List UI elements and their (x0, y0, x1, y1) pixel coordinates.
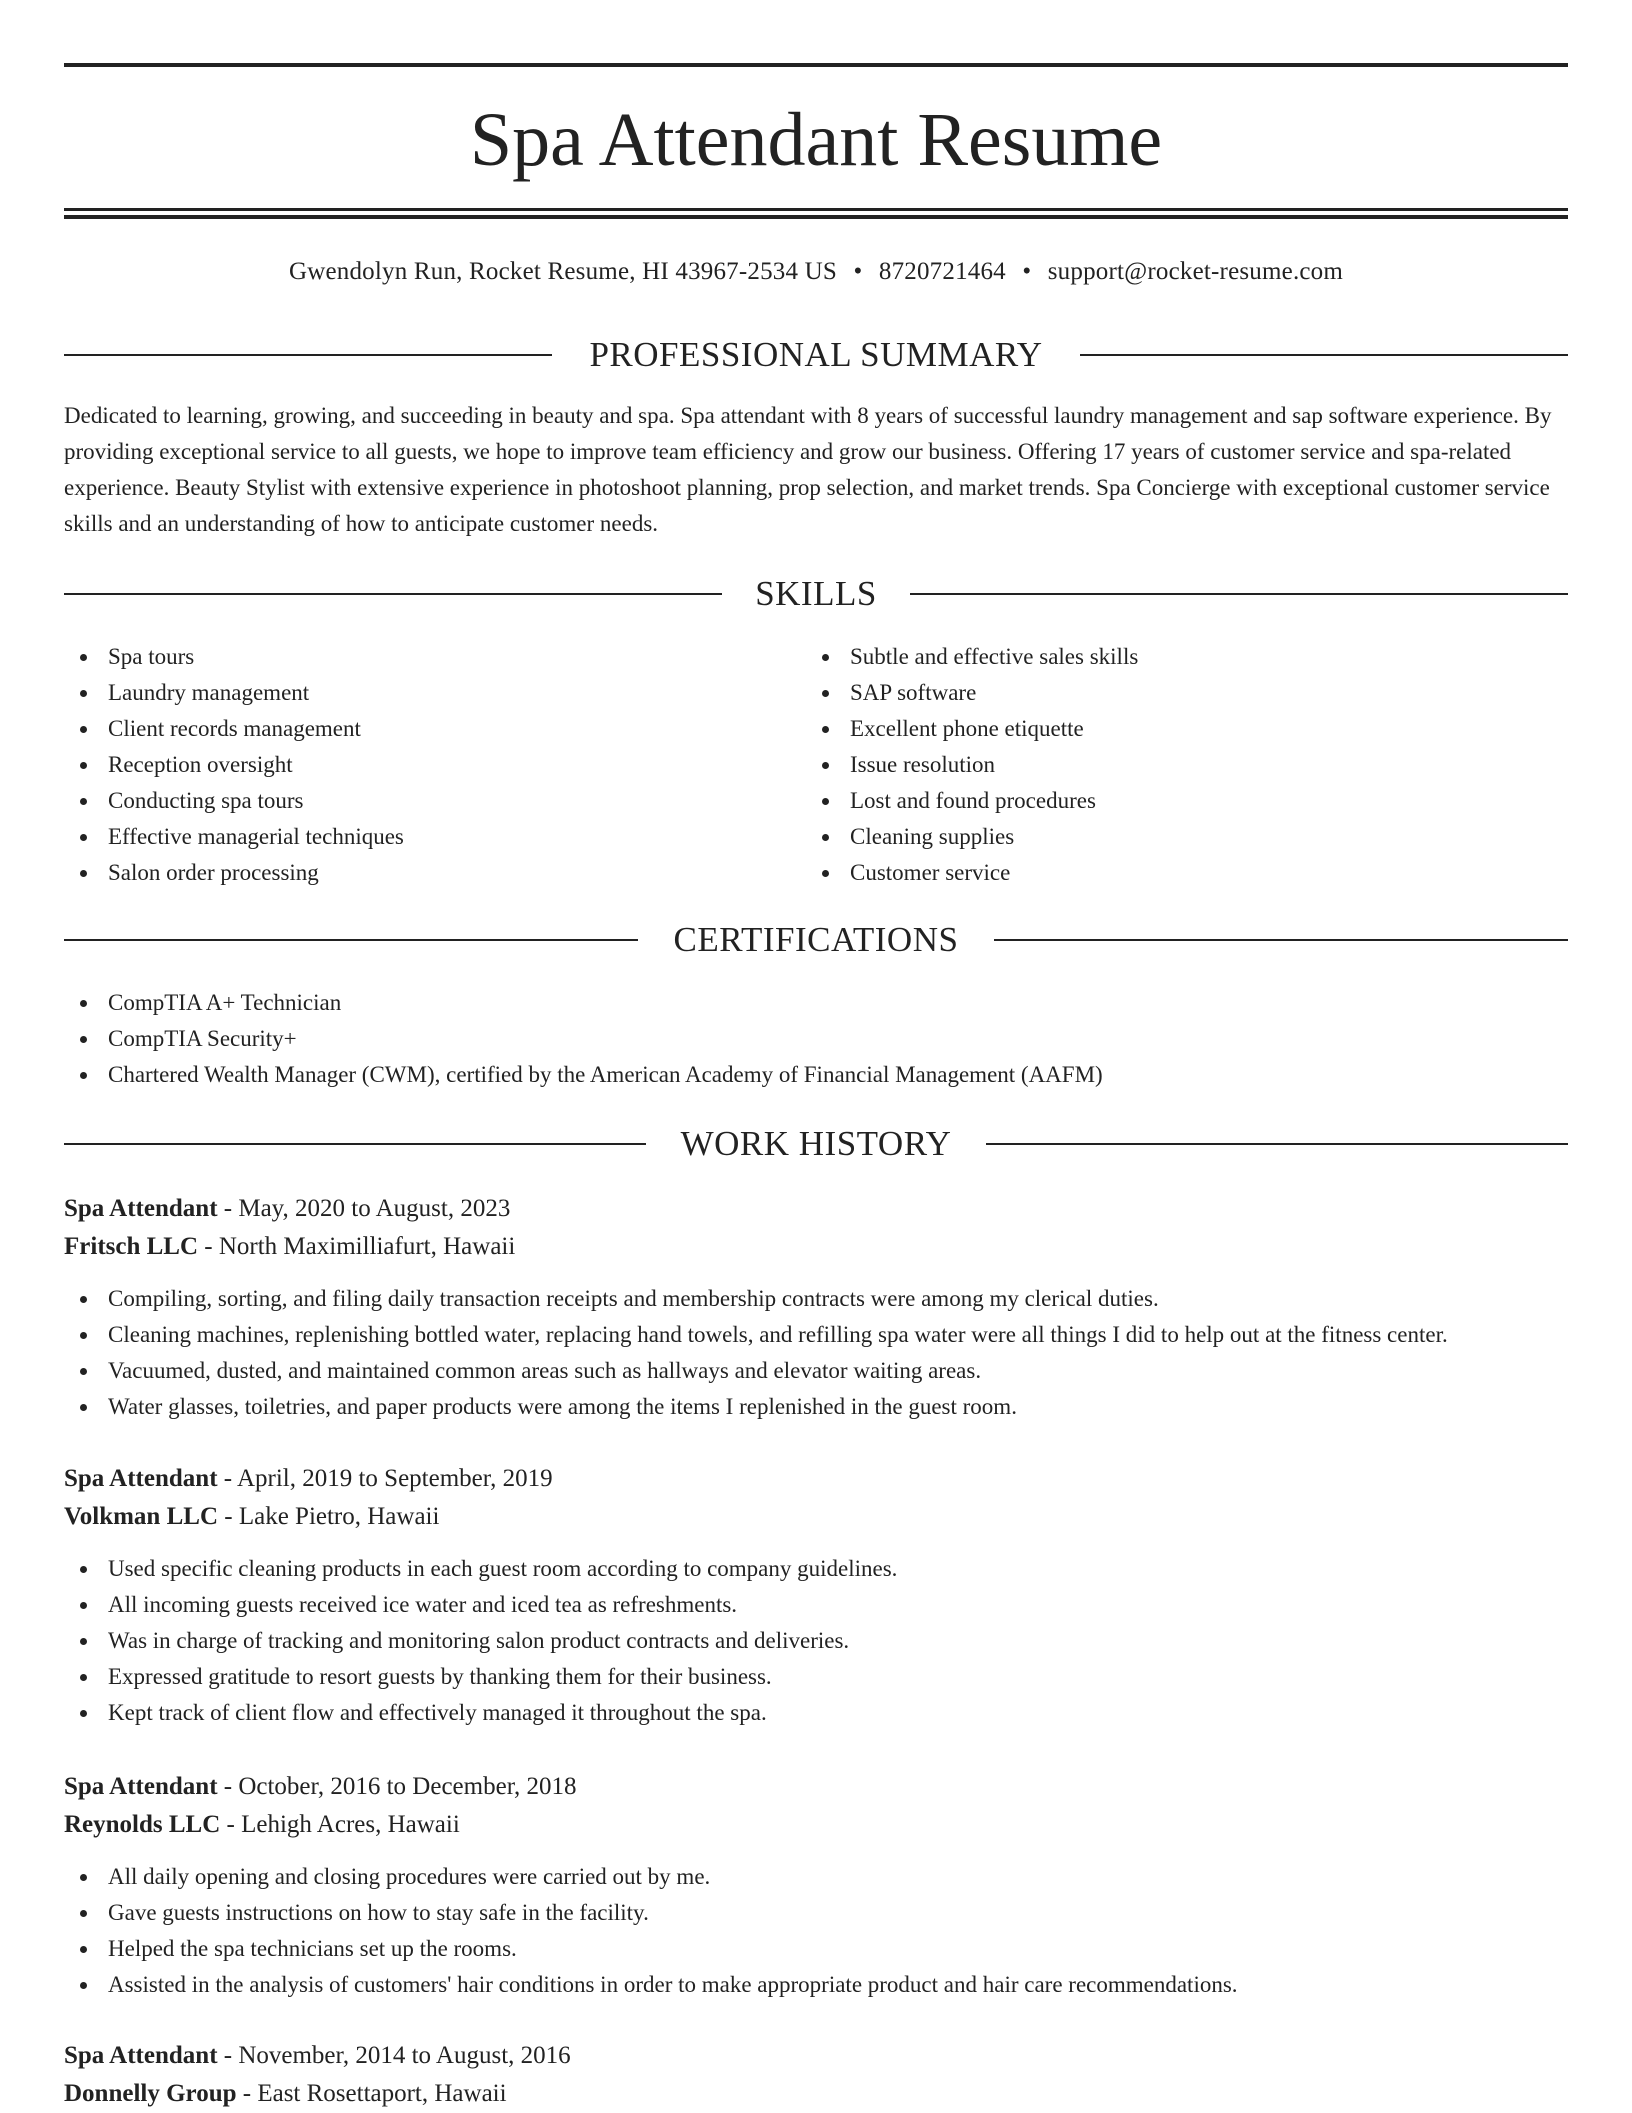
skill-item: Issue resolution (806, 747, 1566, 783)
job-entry (64, 1768, 1568, 2003)
skill-item: Customer service (806, 855, 1566, 891)
job-title-line (64, 1768, 1568, 1806)
heading-rule-right (994, 939, 1568, 941)
heading-rule-right (910, 593, 1568, 595)
skill-item: Subtle and effective sales skills (806, 639, 1566, 675)
job-location: - Lehigh Acres, Hawaii (220, 1811, 460, 1838)
skill-item: Excellent phone etiquette (806, 711, 1566, 747)
job-dates: - November, 2014 to August, 2016 (217, 2042, 571, 2069)
job-dates: - May, 2020 to August, 2023 (217, 1195, 511, 1222)
job-company: Volkman LLC (64, 1503, 218, 1530)
job-company: Reynolds LLC (64, 1811, 221, 1838)
job-title: Spa Attendant (64, 1195, 218, 1222)
job-duty-item: Cleaning machines, replenishing bottled water, replacing hand towels, and refilling spa water were all things I did to help out at the fitness center. (64, 1317, 1568, 1353)
contact-email: support@rocket-resume.com (1047, 258, 1344, 285)
section-heading-skills (64, 572, 1568, 616)
job-location: - East Rosettaport, Hawaii (236, 2080, 507, 2107)
job-company-line (64, 1498, 1568, 1536)
skill-item: Client records management (64, 711, 764, 747)
job-entry (64, 2037, 1568, 2113)
section-heading-summary (64, 333, 1568, 377)
contact-separator: • (853, 258, 863, 285)
title-rule-lower (64, 215, 1568, 219)
section-title-summary: PROFESSIONAL SUMMARY (589, 335, 1043, 374)
job-company: Donnelly Group (64, 2080, 237, 2107)
certifications-list (64, 985, 1568, 1093)
job-title-line (64, 2037, 1568, 2075)
job-dates: - October, 2016 to December, 2018 (217, 1773, 577, 1800)
skills-list-left (64, 639, 764, 891)
certification-item: Chartered Wealth Manager (CWM), certified by the American Academy of Financial Management (AAFM) (64, 1057, 1568, 1093)
skill-item: Spa tours (64, 639, 764, 675)
job-duty-item: Assisted in the analysis of customers' hair conditions in order to make appropriate product and hair care recommendations. (64, 1967, 1568, 2003)
job-company-line (64, 1806, 1568, 1844)
job-duty-item: Used specific cleaning products in each guest room according to company guidelines. (64, 1551, 1568, 1587)
job-company: Fritsch LLC (64, 1233, 199, 1260)
top-rule (64, 63, 1568, 67)
section-title-certifications: CERTIFICATIONS (673, 920, 959, 959)
contact-separator: • (1022, 258, 1032, 285)
job-duty-item: Compiling, sorting, and filing daily transaction receipts and membership contracts were among my clerical duties. (64, 1281, 1568, 1317)
contact-line (64, 255, 1568, 289)
section-heading-certifications (64, 918, 1568, 962)
skill-item: Cleaning supplies (806, 819, 1566, 855)
job-duties-list (64, 1859, 1568, 2003)
section-heading-work (64, 1122, 1568, 1166)
job-duty-item: All incoming guests received ice water and iced tea as refreshments. (64, 1587, 1568, 1623)
job-duty-item: Gave guests instructions on how to stay safe in the facility. (64, 1895, 1568, 1931)
job-duty-item: Expressed gratitude to resort guests by thanking them for their business. (64, 1659, 1568, 1695)
job-title-line (64, 1190, 1568, 1228)
summary-text: Dedicated to learning, growing, and succeeding in beauty and spa. Spa attendant with 8 years of successful laundry management and sap software experience. By providing exceptional service to all guests, we hope to improve team efficiency and grow our business. Offering 17 years of customer service and spa-related experience. Beauty Stylist with extensive experience in photoshoot planning, prop selection, and market trends. Spa Concierge with exceptional customer service skills and an understanding of how to anticipate customer needs. (64, 403, 1552, 536)
title-rule-upper (64, 208, 1568, 211)
section-title-skills: SKILLS (755, 574, 877, 613)
job-duties-list (64, 1281, 1568, 1425)
skill-item: Lost and found procedures (806, 783, 1566, 819)
skill-item: Laundry management (64, 675, 764, 711)
job-duty-item: Vacuumed, dusted, and maintained common areas such as hallways and elevator waiting areas. (64, 1353, 1568, 1389)
job-title-line (64, 1460, 1568, 1498)
heading-rule-right (1080, 354, 1568, 356)
job-duty-item: All daily opening and closing procedures were carried out by me. (64, 1859, 1568, 1895)
job-duty-item: Kept track of client flow and effectively managed it throughout the spa. (64, 1695, 1568, 1731)
job-company-line (64, 2075, 1568, 2113)
skill-item: Salon order processing (64, 855, 764, 891)
job-duty-item: Helped the spa technicians set up the rooms. (64, 1931, 1568, 1967)
heading-rule-right (986, 1143, 1568, 1145)
job-title: Spa Attendant (64, 1773, 218, 1800)
resume-title: Spa Attendant Resume (469, 98, 1163, 182)
job-location: - Lake Pietro, Hawaii (218, 1503, 440, 1530)
contact-phone: 8720721464 (878, 258, 1006, 285)
certification-item: CompTIA Security+ (64, 1021, 1568, 1057)
skills-list-right (806, 639, 1566, 891)
job-title: Spa Attendant (64, 1465, 218, 1492)
skill-item: Reception oversight (64, 747, 764, 783)
skill-item: Effective managerial techniques (64, 819, 764, 855)
contact-address: Gwendolyn Run, Rocket Resume, HI 43967-2534 US (288, 258, 838, 285)
job-dates: - April, 2019 to September, 2019 (217, 1465, 553, 1492)
section-title-work: WORK HISTORY (680, 1124, 952, 1163)
certification-item: CompTIA A+ Technician (64, 985, 1568, 1021)
job-entry (64, 1190, 1568, 1425)
job-duties-list (64, 1551, 1568, 1731)
job-location: - North Maximilliafurt, Hawaii (198, 1233, 516, 1260)
skill-item: Conducting spa tours (64, 783, 764, 819)
job-entry (64, 1460, 1568, 1731)
job-duty-item: Was in charge of tracking and monitoring salon product contracts and deliveries. (64, 1623, 1568, 1659)
skill-item: SAP software (806, 675, 1566, 711)
job-title: Spa Attendant (64, 2042, 218, 2069)
job-duty-item: Water glasses, toiletries, and paper products were among the items I replenished in the guest room. (64, 1389, 1568, 1425)
job-company-line (64, 1228, 1568, 1266)
